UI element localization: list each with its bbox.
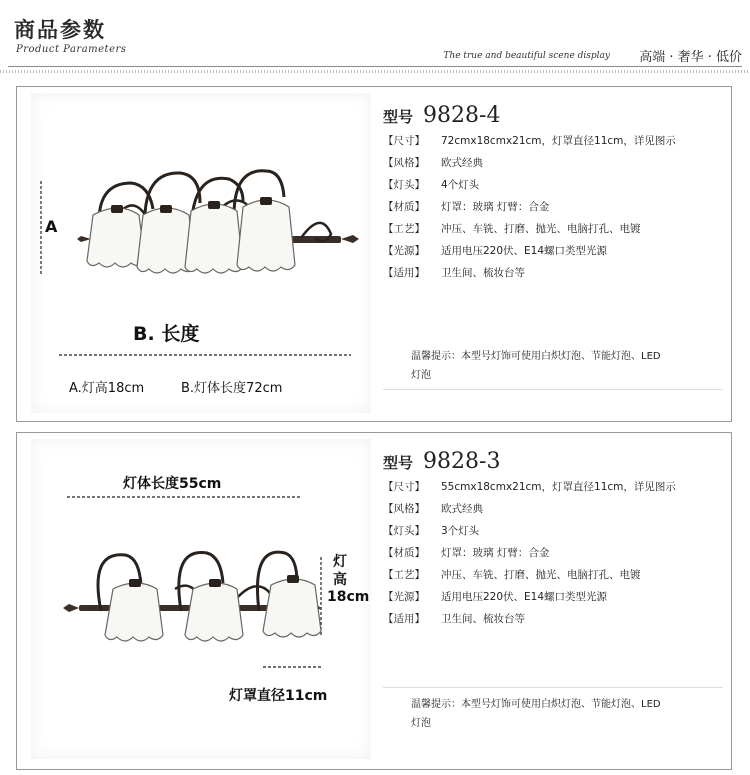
spec-row-process	[383, 218, 723, 240]
tip-text-line1: 温馨提示：本型号灯饰可使用白炽灯泡、节能灯泡、LED	[411, 351, 661, 362]
spec-key: 【材质】	[383, 547, 425, 559]
dimension-text-a: A.灯高18cm	[69, 381, 145, 396]
spec-row-light-source	[383, 240, 723, 262]
dimension-caption-b: B. 长度	[133, 323, 200, 345]
dimension-text-b: B.灯体长度72cm	[181, 381, 283, 396]
model-label: 型号	[383, 108, 414, 126]
spec-row-style	[383, 152, 723, 174]
spec-key: 【尺寸】	[383, 135, 425, 147]
model-number: 9828-4	[423, 103, 501, 128]
tip-divider	[383, 687, 723, 688]
section-title: 商品参数	[14, 18, 106, 42]
dimension-text-length: 灯体长度55cm	[123, 476, 222, 492]
model-number: 9828-3	[423, 449, 501, 474]
spec-row-size	[383, 130, 723, 152]
spec-value: 适用电压220伏、E14螺口类型光源	[441, 591, 608, 603]
spec-key: 【工艺】	[383, 223, 425, 235]
spec-value: 灯罩：玻璃 灯臂：合金	[441, 201, 550, 213]
spec-row-light-source	[383, 586, 723, 608]
spec-row-heads	[383, 520, 723, 542]
model-row	[383, 449, 723, 474]
spec-value: 55cmx18cmx21cm，灯罩直径11cm，详见图示	[441, 481, 676, 493]
spec-value: 冲压、车铣、打磨、抛光、电脑打孔、电镀	[441, 223, 641, 235]
spec-key: 【灯头】	[383, 525, 425, 537]
spec-key: 【光源】	[383, 591, 425, 603]
spec-row-usage	[383, 262, 723, 284]
spec-value: 卫生间、梳妆台等	[441, 267, 525, 279]
tip-text-line1: 温馨提示：本型号灯饰可使用白炽灯泡、节能灯泡、LED	[411, 699, 661, 710]
spec-key: 【风格】	[383, 503, 425, 515]
spec-row-size	[383, 476, 723, 498]
product-panel-9828-4	[16, 86, 732, 422]
product-panel-9828-3	[16, 432, 732, 770]
dimension-text-height-3: 18cm	[327, 589, 370, 605]
dimension-marker-a: A	[45, 217, 58, 236]
spec-row-material	[383, 196, 723, 218]
header-tagline: The true and beautiful scene display	[443, 51, 610, 61]
header-divider	[8, 66, 742, 67]
spec-value: 3个灯头	[441, 525, 480, 537]
spec-key: 【光源】	[383, 245, 425, 257]
spec-key: 【工艺】	[383, 569, 425, 581]
product-photo-3-light	[31, 439, 371, 759]
spec-row-style	[383, 498, 723, 520]
spec-value: 72cmx18cmx21cm，灯罩直径11cm，详见图示	[441, 135, 676, 147]
four-light-fixture-illustration	[31, 93, 371, 413]
spec-key: 【风格】	[383, 157, 425, 169]
spec-value: 适用电压220伏、E14螺口类型光源	[441, 245, 608, 257]
model-label: 型号	[383, 454, 414, 472]
dimension-text-height-1: 灯	[333, 554, 347, 570]
tip-text-line2: 灯泡	[411, 718, 431, 729]
spec-value: 欧式经典	[441, 157, 483, 169]
spec-key: 【适用】	[383, 613, 425, 625]
spec-row-material	[383, 542, 723, 564]
model-row	[383, 103, 723, 128]
dimension-text-height-2: 高	[333, 572, 347, 588]
tip-note	[411, 347, 723, 385]
header-pattern-divider	[0, 70, 750, 73]
spec-value: 4个灯头	[441, 179, 480, 191]
spec-block	[383, 103, 723, 284]
spec-block	[383, 449, 723, 630]
spec-value: 欧式经典	[441, 503, 483, 515]
product-photo-4-light	[31, 93, 371, 413]
spec-value: 卫生间、梳妆台等	[441, 613, 525, 625]
spec-value: 灯罩：玻璃 灯臂：合金	[441, 547, 550, 559]
tip-divider	[383, 389, 723, 390]
spec-row-heads	[383, 174, 723, 196]
spec-key: 【尺寸】	[383, 481, 425, 493]
page-header	[0, 0, 750, 72]
section-subtitle: Product Parameters	[16, 44, 127, 55]
tip-note	[411, 695, 723, 733]
spec-row-process	[383, 564, 723, 586]
tip-text-line2: 灯泡	[411, 370, 431, 381]
header-slogan: 高端 · 奢华 · 低价	[639, 50, 742, 65]
dimension-text-shade: 灯罩直径11cm	[229, 688, 328, 704]
spec-key: 【适用】	[383, 267, 425, 279]
spec-key: 【灯头】	[383, 179, 425, 191]
spec-key: 【材质】	[383, 201, 425, 213]
spec-value: 冲压、车铣、打磨、抛光、电脑打孔、电镀	[441, 569, 641, 581]
spec-row-usage	[383, 608, 723, 630]
